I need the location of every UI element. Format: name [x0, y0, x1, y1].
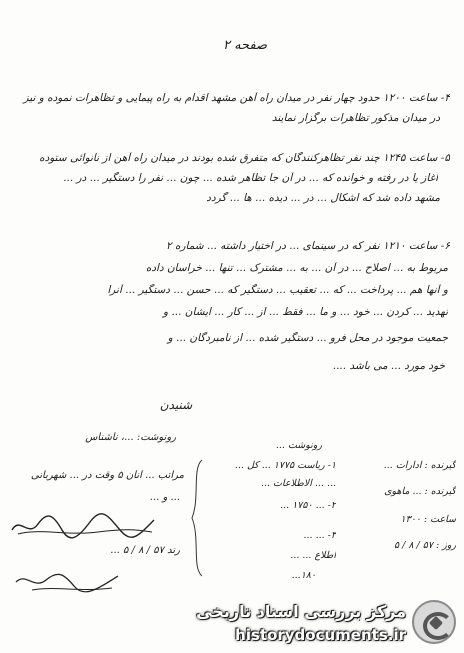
header-field-date: روز : ۵۷ / ۸ / ۵ — [394, 540, 456, 551]
header-field-recipient: گیرنده : ادارات ... — [383, 460, 456, 471]
distribution-line: رونوشت ... — [275, 440, 322, 451]
handwritten-signature — [8, 512, 158, 540]
paragraph-line: مشهد داده شد که اشکال ... در ... دیده ... ها ... گردد — [206, 192, 440, 204]
paragraph-line: خود مورد ... می باشد .... — [332, 360, 445, 372]
paragraph-line: جمعیت موجود در محل فرو ... دستگیر شده ... از نامبردگان ... و — [167, 332, 448, 344]
paragraph-line: مربوط به ... اصلاح ... در آن ... به ... مشترک ... تنها ... خراسان داده — [145, 262, 448, 274]
left-signature-line: مراتب ... آنان ۵ وقت در ... شهربانی — [30, 470, 184, 481]
distribution-line: ۲- ... ۱۷۵۰ ... — [280, 500, 336, 511]
paragraph-line: و آنها هم ... پرداخت ... که ... تعقیب ... دستگیر که ... حسن ... دستگیر ... آنرا — [107, 284, 448, 296]
header-field-time: ساعت : ۱۳۰۰ — [400, 514, 456, 525]
divider-brace — [188, 458, 206, 578]
paragraph-line: آغاز یا در رفته و خوانده که ... در آن جا تظاهر شده ... چون ... نفر را دستگیر ... در ... — [63, 172, 438, 184]
left-signature-line: رند ۵۷ / ۸ / ۵ ... — [110, 545, 180, 556]
page-title: صفحه ۲ — [222, 38, 268, 53]
watermark — [178, 596, 464, 653]
closing-word: شنیدن — [159, 398, 193, 412]
distribution-line: اطلاع ... ... — [290, 550, 336, 561]
paragraph-line: در میدان مذکور تظاهرات برگزار نمایند — [271, 112, 440, 124]
paragraph-line: تهدید ... کردن ... خود ... و ما ... فقط ... از ... کار ... ایشان ... و — [163, 306, 448, 318]
left-signature-line: ... و ... — [149, 492, 180, 503]
paragraph-line: ۴- ساعت ۱۲۰۰ حدود چهار نفر در میدان راه آهن مشهد اقدام به راه پیمایی و تظاهرات نموده و نیز — [23, 92, 450, 104]
watermark-name: مرکز بررسی اسناد تاریخی — [196, 602, 406, 621]
handwritten-signature — [12, 570, 122, 594]
watermark-url: historydocuments.ir — [235, 626, 406, 644]
distribution-line: ۳- ... ... — [303, 530, 336, 541]
distribution-line: ۱- ریاست ۱۷۷۵ ... کل ... — [234, 460, 336, 471]
distribution-line: ... ... الاطلاعات ... — [260, 478, 336, 489]
paragraph-line: ۶- ساعت ۱۲۱۰ نفر که در سینمای ... در اختیار داشته ... شماره ۲ — [166, 240, 450, 252]
left-signature-line: رونوشت: ...، ناشناس — [85, 432, 176, 443]
distribution-line: ۱۸۰... — [291, 570, 316, 581]
header-field-sender: گیرنده : ... ماهوی — [384, 486, 456, 497]
archive-logo-icon — [412, 600, 456, 644]
paragraph-line: ۵- ساعت ۱۲۴۵ چند نفر تظاهرکنندگان که متفرق شده بودند در میدان راه آهن از نانوائی ستوده — [39, 152, 450, 164]
